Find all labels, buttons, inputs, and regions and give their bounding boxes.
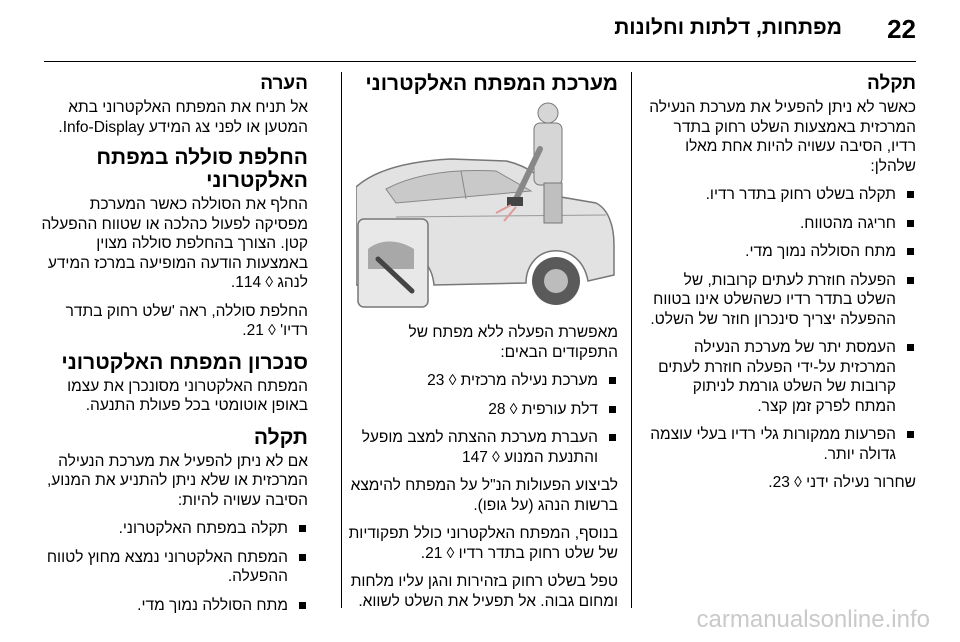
note-text: אל תניח את המפתח האלקטרוני בתא המטען או לפני צג המידע Info-Display. [58,99,308,136]
manual-unlock-reference: שחרור נעילה ידני ◊ 23. [768,474,916,491]
column-divider [631,72,632,608]
list-item: מערכת נעילה מרכזית ◊ 23 [348,371,618,391]
list-item: הפרעות ממקורות גלי רדיו בעלי עוצמה גדולה יותר. [648,425,916,464]
note-heading: הערה [260,73,308,94]
section-heading: תקלה [866,73,916,94]
list-item: המפתח האלקטרוני נמצא מחוץ לטווח ההפעלה. [40,548,308,587]
list-item: מתח הסוללה נמוך מדי. [40,596,308,616]
paragraph: בנוסף, המפתח האלקטרוני כולל תפקודיות של שלט רחוק בתדר רדיו ◊ 21. [348,525,618,562]
list-item: מתח הסוללה נמוך מדי. [648,242,916,262]
intro-paragraph: מאפשרת הפעלה ללא מפתח של התפקודים הבאים: [408,324,618,361]
list-item: תקלה במפתח האלקטרוני. [40,519,308,539]
page-header [0,0,960,60]
list-item: תקלה בשלט רחוק בתדר רדיו. [648,185,916,205]
list-item: הפעלה חוזרת לעתים קרובות, של השלט בתדר רדיו כשהשלט אינו בטווח ההפעלה יצריך סינכרון חוזר של השלט. [648,271,916,330]
column-divider [341,72,342,608]
list-item: דלת עורפית ◊ 28 [348,400,618,420]
fault-heading: תקלה [253,425,308,449]
paragraph: החלפת סוללה, ראה 'שלט רחוק בתדר רדיו' ◊ 21. [65,302,308,339]
paragraph: המפתח האלקטרוני מסונכרן את עצמו באופן אוטומטי בכל פעולת התנעה. [67,377,308,414]
cause-list [648,185,916,464]
fault-list [40,519,308,615]
sync-heading: סנכרון המפתח האלקטרוני [61,350,308,374]
function-list [348,371,618,467]
header-divider [44,61,916,62]
paragraph: החלף את הסוללה כאשר המערכת מפסיקה לפעול כהלכה או שטווח ההפעלה קטן. הצורך בהחלפת סוללה מצוין באמצעות הודעה המופיעה במרכז המידע לנהג ◊ 114. [41,196,308,291]
car-keyless-illustration [356,99,618,309]
fault-radio-remote-section [648,72,916,502]
paragraph: לביצוע הפעולות הנ"ל על המפתח להימצא ברשות הנהג (על גופו). [350,477,618,514]
paragraph: טפל בשלט רחוק בזהירות והגן עליו מלחות ומחום גבוה. אל תפעיל את השלט לשווא. [350,573,618,610]
list-item: העברת מערכת ההצתה למצב מופעל והתנעת המנוע ◊ 147 [348,428,618,467]
watermark: carmanualsonline.info [696,606,930,633]
list-item: חריגה מהטווח. [648,214,916,234]
electronic-key-section [348,72,618,620]
intro-paragraph: כאשר לא ניתן להפעיל את מערכת הנעילה המרכזית באמצעות השלט רחוק בתדר רדיו, הסיבה עשויה להיות אחת מאלו שלהלן: [649,99,916,175]
page-number: 22 [887,14,916,44]
electronic-key-notes [40,72,308,624]
battery-heading: החלפת סוללה במפתח האלקטרוני [96,146,308,192]
page-title: מפתחות, דלתות וחלונות [614,16,842,39]
section-heading: מערכת המפתח האלקטרוני [365,72,618,95]
list-item: העמסת יתר של מערכת הנעילה המרכזית על-ידי הפעלה חוזרת לעתים קרובות של השלט גורמת לניתוק המתח לפרק זמן קצר. [648,338,916,416]
paragraph: אם לא ניתן להפעיל את מערכת הנעילה המרכזית או שלא ניתן להתניע את המנוע, הסיבה עשויה להיות: [46,452,308,509]
